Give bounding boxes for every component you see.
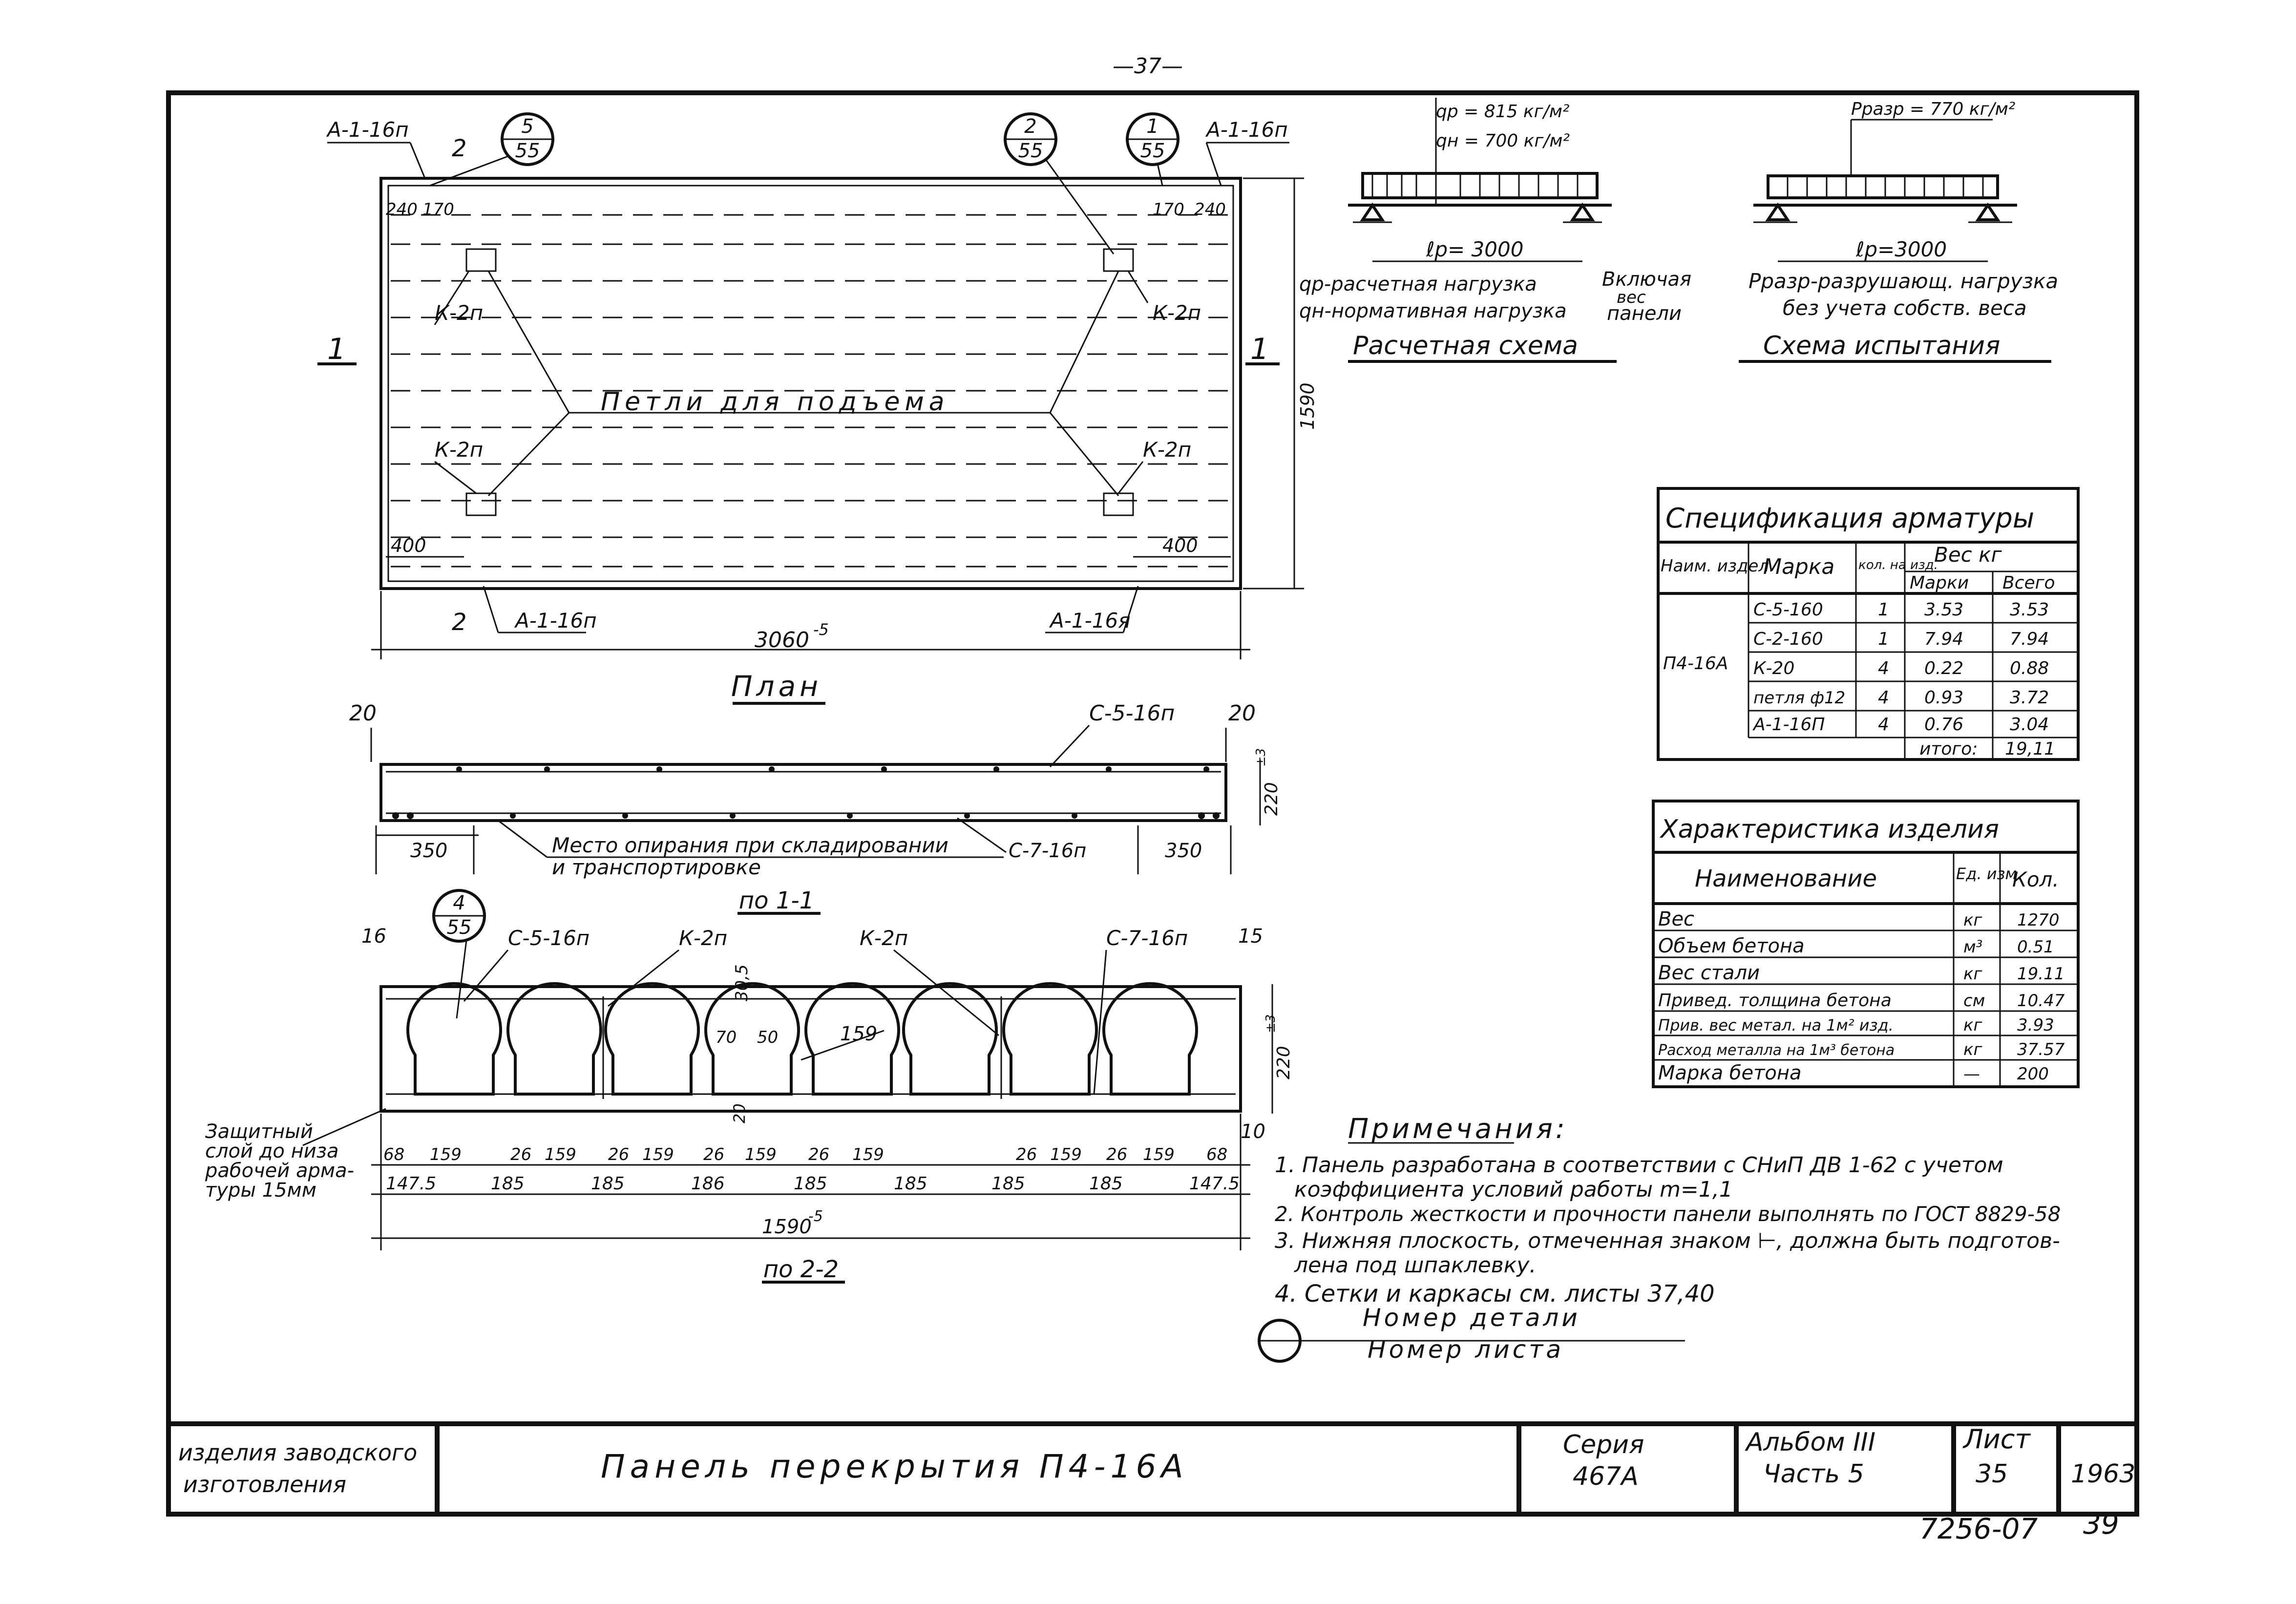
- label-c5-16p: С-5-16п: [1089, 701, 1175, 726]
- svg-text:ℓр=3000: ℓр=3000: [1856, 237, 1947, 261]
- svg-text:4: 4: [1878, 715, 1889, 735]
- svg-text:5: 5: [521, 115, 534, 138]
- svg-text:±3: ±3: [1254, 748, 1268, 767]
- svg-text:68: 68: [383, 1145, 405, 1164]
- svg-text:-5: -5: [813, 620, 829, 639]
- svg-text:16: 16: [361, 925, 386, 948]
- label-k-top-right: К-2п: [1153, 301, 1201, 325]
- svg-text:Включая: Включая: [1602, 268, 1692, 291]
- support-note: Место опирания при складировании: [552, 833, 948, 857]
- svg-text:м³: м³: [1963, 937, 1983, 957]
- product-chars-title: Характеристика изделия: [1661, 815, 2000, 844]
- notes-title: Примечания:: [1348, 1113, 1568, 1145]
- svg-text:3.53: 3.53: [1924, 600, 1964, 620]
- label-a1-bottom-right: А-1-16я: [1050, 609, 1131, 633]
- svg-text:400: 400: [1162, 535, 1198, 556]
- svg-text:26: 26: [1106, 1145, 1128, 1164]
- svg-text:рабочей арма-: рабочей арма-: [205, 1160, 355, 1182]
- svg-text:Марки: Марки: [1910, 573, 1969, 593]
- svg-text:0.22: 0.22: [1924, 658, 1964, 678]
- svg-text:39: 39: [2083, 1507, 2119, 1541]
- svg-text:4: 4: [453, 892, 465, 914]
- svg-text:К-2п: К-2п: [860, 926, 908, 950]
- svg-text:37.57: 37.57: [2017, 1040, 2065, 1059]
- svg-text:159: 159: [852, 1145, 884, 1164]
- calc-scheme: [1299, 98, 1691, 361]
- svg-text:кг: кг: [1963, 1040, 1982, 1059]
- section-1-1-title: по 1-1: [738, 887, 815, 914]
- notes: [1259, 1113, 2061, 1364]
- svg-text:Прив. вес метал. на 1м² изд.: Прив. вес метал. на 1м² изд.: [1658, 1016, 1894, 1034]
- svg-text:коэффициента условий работы m=: коэффициента условий работы m=1,1: [1294, 1177, 1733, 1202]
- dim-row-2: [386, 1174, 1240, 1194]
- svg-text:26: 26: [808, 1145, 830, 1164]
- cover-note: Защитный: [205, 1120, 313, 1143]
- svg-text:0.51: 0.51: [2017, 937, 2054, 957]
- svg-text:Серия: Серия: [1563, 1430, 1644, 1459]
- svg-text:185: 185: [894, 1174, 927, 1194]
- svg-text:3.72: 3.72: [2010, 688, 2049, 708]
- test-scheme-title: Схема испытания: [1763, 331, 2001, 360]
- svg-text:4: 4: [1878, 658, 1889, 678]
- callout-detail-2: [1005, 114, 1114, 254]
- lifting-loop: [1104, 493, 1133, 515]
- svg-text:К-20: К-20: [1753, 658, 1795, 678]
- archive-number: 7256-07: [1919, 1512, 2038, 1545]
- svg-text:Расход металла на 1м³ бетона: Расход металла на 1м³ бетона: [1658, 1042, 1895, 1059]
- svg-text:7.94: 7.94: [1924, 629, 1964, 649]
- svg-text:4. Сетки и каркасы см. листы 3: 4. Сетки и каркасы см. листы 37,40: [1275, 1280, 1715, 1308]
- calc-scheme-title: Расчетная схема: [1353, 331, 1578, 360]
- plan-title: План: [731, 670, 822, 703]
- label-c7-16p: С-7-16п: [1009, 840, 1087, 862]
- rebar-spec-title: Спецификация арматуры: [1665, 503, 2035, 534]
- lifting-loop: [1104, 249, 1133, 271]
- svg-text:186: 186: [691, 1174, 725, 1194]
- svg-text:19.11: 19.11: [2017, 964, 2065, 984]
- test-scheme: [1739, 99, 2058, 361]
- svg-text:159: 159: [840, 1023, 878, 1045]
- label-a1-top-right: А-1-16п: [1206, 118, 1288, 142]
- svg-text:Pразр = 770 кг/м²: Pразр = 770 кг/м²: [1851, 99, 2016, 119]
- label-k-bottom-left: К-2п: [435, 438, 484, 462]
- svg-text:200: 200: [2017, 1064, 2049, 1084]
- lifting-loop: [466, 493, 496, 515]
- plan-length-dim: 3060: [755, 628, 809, 653]
- svg-text:240: 240: [386, 200, 418, 219]
- lifting-loop: [466, 249, 496, 271]
- svg-text:А-1-16П: А-1-16П: [1753, 715, 1825, 735]
- svg-text:итого:: итого:: [1919, 739, 1978, 759]
- svg-text:1: 1: [1146, 115, 1159, 138]
- svg-text:185: 185: [491, 1174, 525, 1194]
- svg-text:147.5: 147.5: [386, 1174, 437, 1194]
- svg-text:2. Контроль жесткости и прочно: 2. Контроль жесткости и прочности панели выполнять по ГОСТ 8829-58: [1275, 1202, 2061, 1226]
- svg-text:7.94: 7.94: [2010, 629, 2049, 649]
- svg-text:10: 10: [1241, 1120, 1265, 1143]
- svg-text:Вес: Вес: [1658, 908, 1695, 930]
- plan-width-dim: 1590: [1297, 382, 1318, 430]
- svg-text:26: 26: [608, 1145, 630, 1164]
- callout-detail-5: [430, 114, 553, 186]
- svg-text:10.47: 10.47: [2017, 991, 2065, 1011]
- svg-text:кг: кг: [1963, 910, 1982, 930]
- svg-text:Наим. издел.: Наим. издел.: [1661, 556, 1774, 576]
- section-mark-2-bottom: 2: [452, 609, 467, 636]
- svg-text:55: 55: [1140, 140, 1165, 162]
- svg-text:2: 2: [1024, 115, 1037, 138]
- svg-text:3.93: 3.93: [2017, 1015, 2054, 1035]
- svg-text:Номер детали: Номер детали: [1363, 1304, 1580, 1332]
- svg-text:400: 400: [391, 535, 426, 556]
- svg-text:240: 240: [1194, 200, 1226, 219]
- page-number: —37—: [1113, 54, 1183, 79]
- svg-text:26: 26: [510, 1145, 532, 1164]
- rebar-spec-table: [1658, 488, 2078, 760]
- svg-text:50: 50: [757, 1028, 779, 1047]
- title-block-left: изделия заводского: [178, 1439, 418, 1466]
- svg-text:26: 26: [1016, 1145, 1037, 1164]
- svg-text:1. Панель разработана в соотве: 1. Панель разработана в соответствии с СНиП ДВ 1-62 с учетом: [1275, 1153, 2003, 1178]
- svg-text:350: 350: [410, 840, 448, 862]
- dim-row-1: [383, 1145, 1227, 1164]
- section-mark-1-right: 1: [1250, 332, 1269, 366]
- svg-text:55: 55: [1018, 140, 1043, 162]
- svg-text:С-7-16п: С-7-16п: [1106, 926, 1188, 950]
- svg-text:3.53: 3.53: [2010, 600, 2049, 620]
- svg-text:Привед. толщина бетона: Привед. толщина бетона: [1658, 991, 1892, 1011]
- svg-text:159: 159: [642, 1145, 674, 1164]
- void: [408, 984, 1197, 1094]
- plan-view: [317, 114, 1318, 703]
- svg-text:без учета собств. веса: без учета собств. веса: [1783, 296, 2027, 320]
- svg-text:Лист: Лист: [1963, 1424, 2030, 1455]
- svg-text:Вес стали: Вес стали: [1658, 962, 1760, 984]
- svg-text:147.5: 147.5: [1189, 1174, 1240, 1194]
- svg-text:кг: кг: [1963, 1015, 1982, 1035]
- svg-text:С-5-160: С-5-160: [1753, 600, 1823, 620]
- section-mark-1-left: 1: [327, 332, 346, 366]
- svg-text:159: 159: [430, 1145, 462, 1164]
- svg-text:qн = 700 кг/м²: qн = 700 кг/м²: [1436, 131, 1570, 151]
- section-2-total-dim: 1590: [762, 1216, 812, 1238]
- section-1-1: [349, 701, 1282, 914]
- section-2-2-title: по 2-2: [763, 1256, 839, 1283]
- lifting-loops-label: Петли для подъема: [601, 387, 949, 417]
- svg-text:1963: 1963: [2071, 1459, 2136, 1489]
- svg-text:петля ф12: петля ф12: [1753, 688, 1846, 708]
- svg-text:26: 26: [703, 1145, 725, 1164]
- svg-text:Вес кг: Вес кг: [1934, 543, 2002, 567]
- section-2-2: [205, 890, 1294, 1283]
- svg-text:-5: -5: [808, 1208, 823, 1225]
- svg-text:Pразр-разрушающ. нагрузка: Pразр-разрушающ. нагрузка: [1748, 269, 2059, 293]
- svg-text:220: 220: [1262, 782, 1282, 816]
- svg-text:20: 20: [730, 1103, 749, 1123]
- svg-text:Марка: Марка: [1763, 554, 1835, 579]
- svg-text:С-5-16п: С-5-16п: [508, 926, 590, 950]
- svg-text:Кол.: Кол.: [2012, 867, 2059, 891]
- svg-text:Всего: Всего: [2002, 573, 2055, 593]
- svg-text:кг: кг: [1963, 964, 1982, 984]
- svg-text:Альбом III: Альбом III: [1746, 1428, 1876, 1457]
- section-mark-2-top: 2: [452, 135, 467, 162]
- svg-text:55: 55: [446, 916, 472, 939]
- svg-text:лена под шпаклевку.: лена под шпаклевку.: [1294, 1253, 1537, 1278]
- svg-text:3.04: 3.04: [2010, 715, 2049, 735]
- svg-text:20: 20: [1228, 701, 1256, 726]
- svg-text:55: 55: [515, 140, 540, 162]
- svg-text:0.93: 0.93: [1924, 688, 1964, 708]
- svg-text:220: 220: [1274, 1046, 1294, 1079]
- svg-text:467А: 467А: [1573, 1462, 1639, 1491]
- svg-text:185: 185: [794, 1174, 827, 1194]
- svg-text:туры 15мм: туры 15мм: [205, 1179, 316, 1202]
- svg-text:15: 15: [1238, 925, 1263, 948]
- svg-text:70: 70: [716, 1028, 737, 1047]
- svg-text:30,5: 30,5: [732, 964, 752, 1001]
- svg-text:qн-нормативная нагрузка: qн-нормативная нагрузка: [1299, 300, 1567, 322]
- label-k-bottom-right: К-2п: [1143, 438, 1192, 462]
- rebar-spec-product: П4-16А: [1663, 654, 1728, 674]
- svg-text:панели: панели: [1607, 302, 1682, 325]
- callout-detail-1: [1127, 114, 1178, 186]
- svg-text:Марка бетона: Марка бетона: [1658, 1062, 1802, 1084]
- svg-text:4: 4: [1878, 688, 1889, 708]
- product-chars-table: [1653, 801, 2078, 1087]
- svg-text:Часть 5: Часть 5: [1763, 1459, 1864, 1489]
- svg-text:вес: вес: [1617, 288, 1646, 307]
- svg-text:159: 159: [545, 1145, 576, 1164]
- svg-text:см: см: [1963, 991, 1985, 1011]
- plan-panel-outline: [381, 178, 1241, 589]
- svg-text:1: 1: [1878, 600, 1889, 620]
- svg-text:1: 1: [1878, 629, 1889, 649]
- svg-text:и транспортировке: и транспортировке: [552, 855, 761, 879]
- label-k-top-left: К-2п: [435, 301, 484, 325]
- title-block: [169, 1424, 2137, 1545]
- svg-text:кол. на изд.: кол. на изд.: [1858, 558, 1938, 572]
- svg-text:ℓр= 3000: ℓр= 3000: [1426, 237, 1524, 261]
- svg-text:159: 159: [1050, 1145, 1082, 1164]
- svg-text:20: 20: [349, 701, 377, 726]
- svg-text:qр-расчетная нагрузка: qр-расчетная нагрузка: [1299, 273, 1537, 295]
- svg-text:qр = 815 кг/м²: qр = 815 кг/м²: [1436, 102, 1570, 122]
- label-a1-bottom-left: А-1-16п: [515, 609, 597, 633]
- svg-text:изготовления: изготовления: [183, 1471, 347, 1498]
- section-1-1-slab: [381, 764, 1226, 821]
- svg-text:С-2-160: С-2-160: [1753, 629, 1823, 649]
- svg-text:159: 159: [745, 1145, 777, 1164]
- svg-text:35: 35: [1976, 1459, 2008, 1489]
- svg-text:68: 68: [1206, 1145, 1228, 1164]
- label-a1-top-left: А-1-16п: [327, 118, 409, 142]
- svg-text:Ед. изм.: Ед. изм.: [1956, 865, 2022, 883]
- svg-text:0.88: 0.88: [2010, 658, 2049, 678]
- svg-text:170: 170: [422, 200, 454, 219]
- svg-text:170: 170: [1153, 200, 1184, 219]
- rebar-spec-total: 19,11: [2005, 739, 2056, 759]
- svg-text:±3: ±3: [1264, 1014, 1278, 1033]
- svg-text:185: 185: [591, 1174, 625, 1194]
- svg-text:Наименование: Наименование: [1695, 865, 1877, 892]
- svg-text:слой до низа: слой до низа: [205, 1140, 339, 1162]
- svg-text:—: —: [1963, 1064, 1980, 1084]
- svg-text:185: 185: [1089, 1174, 1123, 1194]
- svg-text:1270: 1270: [2017, 910, 2060, 930]
- svg-text:159: 159: [1143, 1145, 1175, 1164]
- drawing-title: Панель перекрытия П4-16А: [601, 1448, 1188, 1485]
- svg-text:0.76: 0.76: [1924, 715, 1964, 735]
- svg-text:К-2п: К-2п: [679, 926, 728, 950]
- svg-text:185: 185: [991, 1174, 1025, 1194]
- svg-text:Объем бетона: Объем бетона: [1658, 935, 1805, 957]
- svg-text:Номер листа: Номер листа: [1368, 1335, 1564, 1364]
- svg-text:3. Нижняя плоскость, отмеченна: 3. Нижняя плоскость, отмеченная знаком ⊢, должна быть подготов-: [1275, 1228, 2060, 1253]
- svg-text:350: 350: [1165, 840, 1202, 862]
